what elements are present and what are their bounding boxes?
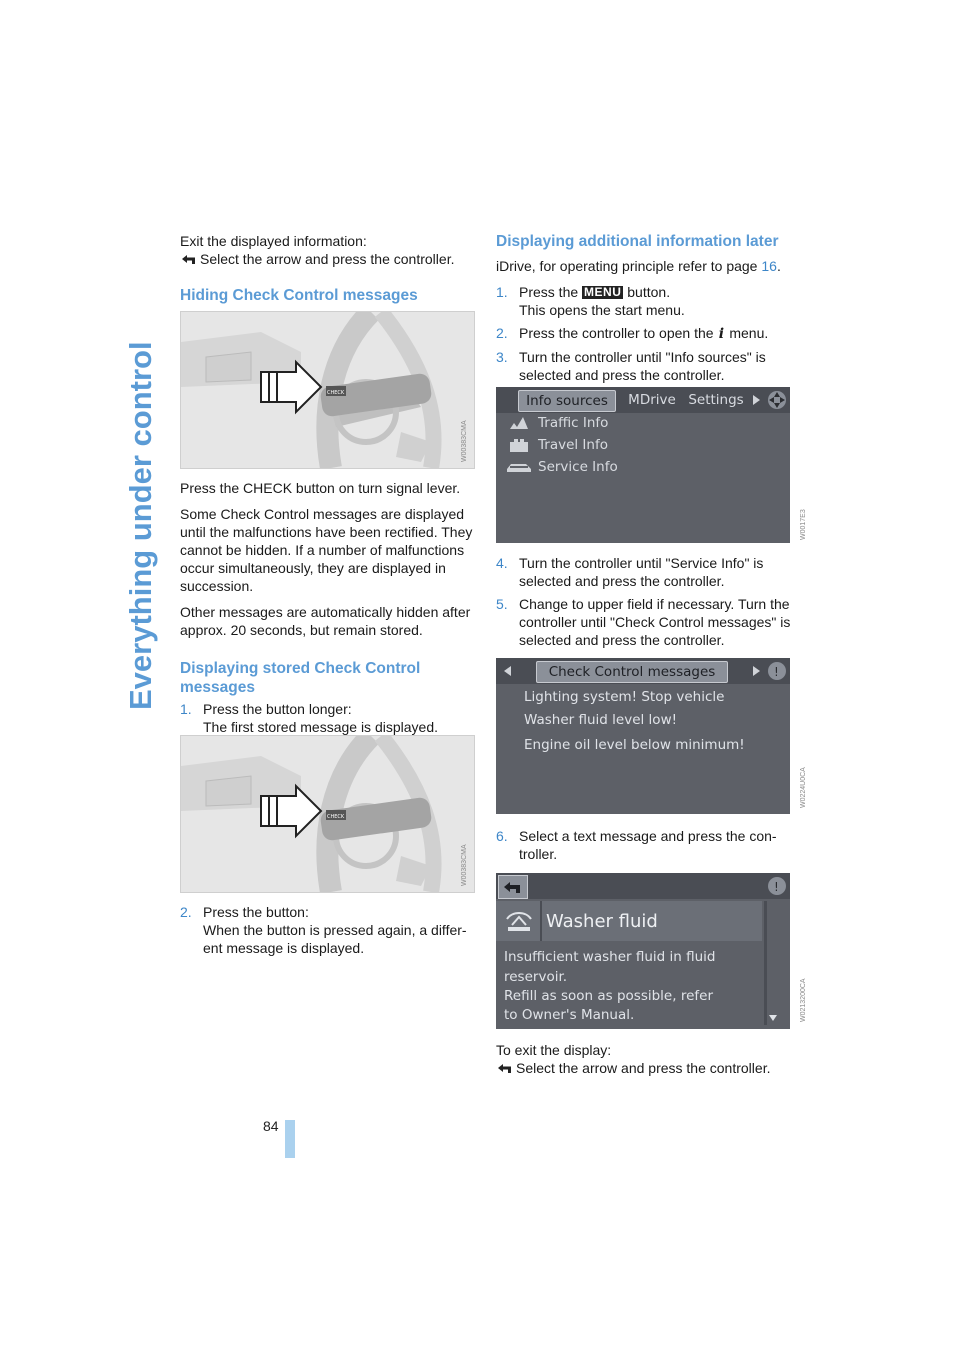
step-number: 5.: [496, 596, 508, 612]
tab-info-sources[interactable]: Info sources: [518, 390, 616, 412]
section-title-text: Everything under control: [123, 341, 158, 710]
step-line: Turn the controller until "Info sources" is selected and press the controller.: [519, 349, 766, 383]
exit-instruction-line: [180, 250, 475, 268]
left-column: [180, 232, 475, 305]
back-arrow-icon: [180, 253, 198, 265]
idrive-text: iDrive, for operating principle refer to page: [496, 258, 758, 274]
washer-fluid-icon: [504, 907, 534, 935]
check-message-1[interactable]: Lighting system! Stop vehicle: [524, 689, 725, 705]
turn-signal-lever-image-2: [180, 735, 475, 893]
menu-item-travel-info[interactable]: Travel Info: [538, 437, 608, 453]
svg-text:!: !: [774, 880, 779, 894]
left-column-step2: [180, 903, 475, 962]
page-number: 84: [263, 1118, 279, 1134]
step-line: Press the button longer:: [203, 701, 352, 717]
washer-text-line-2: reservoir.: [504, 969, 568, 985]
period: .: [776, 258, 781, 274]
back-arrow-icon: [499, 876, 527, 898]
heading-additional: Displaying additional information later: [496, 233, 779, 250]
scroll-down-arrow-icon[interactable]: [768, 1013, 778, 1023]
turn-signal-lever-illustration: [181, 312, 474, 468]
step-line: Select a text message and press the con- troller.: [519, 828, 777, 862]
chevron-right-icon: [750, 665, 762, 677]
idrive-screen-info-sources: [496, 387, 790, 543]
step-1: [180, 700, 475, 736]
step-r1: [496, 283, 792, 319]
exit-instruction: Select the arrow and press the controller.: [200, 251, 455, 267]
exit-instruction: Select the arrow and press the controller.: [516, 1060, 771, 1076]
step-line: When the button is pressed again, a differ- ent message is displayed.: [203, 922, 467, 956]
svg-text:!: !: [774, 665, 779, 679]
step-r4: [496, 554, 792, 590]
controller-icon: [766, 660, 788, 682]
step-line: [519, 283, 792, 301]
para-some-messages: Some Check Control messages are displayed until the malfunctions have been rectified. They cannot be hidden. If a number of malfunctions occur simultaneously, they are displayed in succession.: [180, 506, 473, 594]
exit-instruction-line: [496, 1059, 792, 1077]
step-2: [180, 903, 475, 957]
image-code: W0017E3: [800, 509, 807, 540]
step-number: 3.: [496, 349, 508, 365]
exit-intro: To exit the display:: [496, 1042, 612, 1058]
image-code: W0213200CA: [800, 978, 807, 1022]
back-arrow-icon: [496, 1062, 514, 1074]
heading-hiding: Hiding Check Control messages: [180, 287, 418, 304]
step-number: 2.: [180, 904, 192, 920]
header-bar: [496, 873, 790, 899]
back-button[interactable]: [498, 875, 528, 899]
washer-text-line-4: to Owner's Manual.: [504, 1007, 635, 1023]
chevron-left-icon: [502, 665, 514, 677]
step-number: 2.: [496, 325, 508, 341]
svg-text:CHECK: CHECK: [327, 814, 345, 820]
check-message-2[interactable]: Washer fluid level low!: [524, 712, 678, 728]
page-link[interactable]: 16: [761, 258, 777, 274]
tab-settings[interactable]: Settings: [688, 392, 744, 408]
scrollbar[interactable]: [764, 901, 767, 1025]
image-code: W0224U0CA: [800, 767, 807, 808]
exit-intro: Exit the displayed information:: [180, 233, 367, 249]
step-r5: [496, 595, 792, 649]
turn-signal-lever-illustration: [181, 736, 474, 892]
controller-icon: [766, 389, 788, 411]
section-title-vertical: [115, 228, 158, 710]
step-number: 1.: [496, 284, 508, 300]
menu-button-icon: MENU: [584, 285, 622, 299]
step-line: Press the button:: [203, 904, 309, 920]
step-text: Press the: [519, 284, 579, 300]
step-r3: [496, 348, 792, 384]
chevron-right-icon: [750, 394, 762, 406]
check-message-3[interactable]: Engine oil level below minimum!: [524, 737, 745, 753]
right-column-steps-4-5: [496, 554, 792, 654]
svg-text:CHECK: CHECK: [327, 390, 345, 396]
step-text: menu.: [729, 325, 769, 341]
step-number: 1.: [180, 701, 192, 717]
tab-mdrive[interactable]: MDrive: [628, 392, 676, 408]
step-text: button.: [627, 284, 671, 300]
travel-info-icon: [508, 437, 530, 453]
idrive-screen-washer-fluid: [496, 873, 790, 1029]
step-text: Press the controller to open the: [519, 325, 714, 341]
left-column-body: [180, 479, 475, 741]
step-number: 4.: [496, 555, 508, 571]
washer-fluid-title: Washer fluid: [546, 911, 658, 932]
heading-stored: Displaying stored Check Control messages: [180, 660, 421, 696]
step-r6: [496, 827, 792, 863]
page-marker-bar: [285, 1120, 295, 1158]
step-number: 6.: [496, 828, 508, 844]
right-column-step-6: [496, 827, 792, 868]
step-line: The first stored message is displayed.: [203, 719, 438, 735]
step-r2: [496, 324, 792, 343]
idrive-screen-check-control: [496, 658, 790, 814]
para-check-button: Press the CHECK button on turn signal lever.: [180, 480, 461, 496]
divider: [540, 901, 542, 941]
image-code: W00383CMA: [461, 420, 468, 462]
service-info-icon: [506, 460, 532, 474]
right-column: [496, 232, 792, 389]
washer-text-line-3: Refill as soon as possible, refer: [504, 988, 713, 1004]
info-menu-icon: i: [718, 326, 725, 342]
controller-icon: [766, 875, 788, 897]
menu-item-traffic-info[interactable]: Traffic Info: [538, 415, 609, 431]
washer-text-line-1: Insufficient washer fluid in fluid: [504, 949, 716, 965]
step-line: Turn the controller until "Service Info" is selected and press the controller.: [519, 555, 764, 589]
image-code: W00383CMA: [461, 844, 468, 886]
para-other-messages: Other messages are automatically hidden after approx. 20 seconds, but remain stored.: [180, 604, 471, 638]
tab-check-control-messages[interactable]: Check Control messages: [536, 661, 728, 683]
menu-item-service-info[interactable]: Service Info: [538, 459, 618, 475]
right-column-exit: [496, 1041, 792, 1085]
turn-signal-lever-image-1: [180, 311, 475, 469]
step-line: Change to upper field if necessary. Turn the controller until "Check Control messages" is selected and press the controller.: [519, 596, 791, 648]
traffic-info-icon: [508, 415, 530, 431]
idrive-reference: [496, 257, 792, 275]
step-line: This opens the start menu.: [519, 302, 685, 318]
